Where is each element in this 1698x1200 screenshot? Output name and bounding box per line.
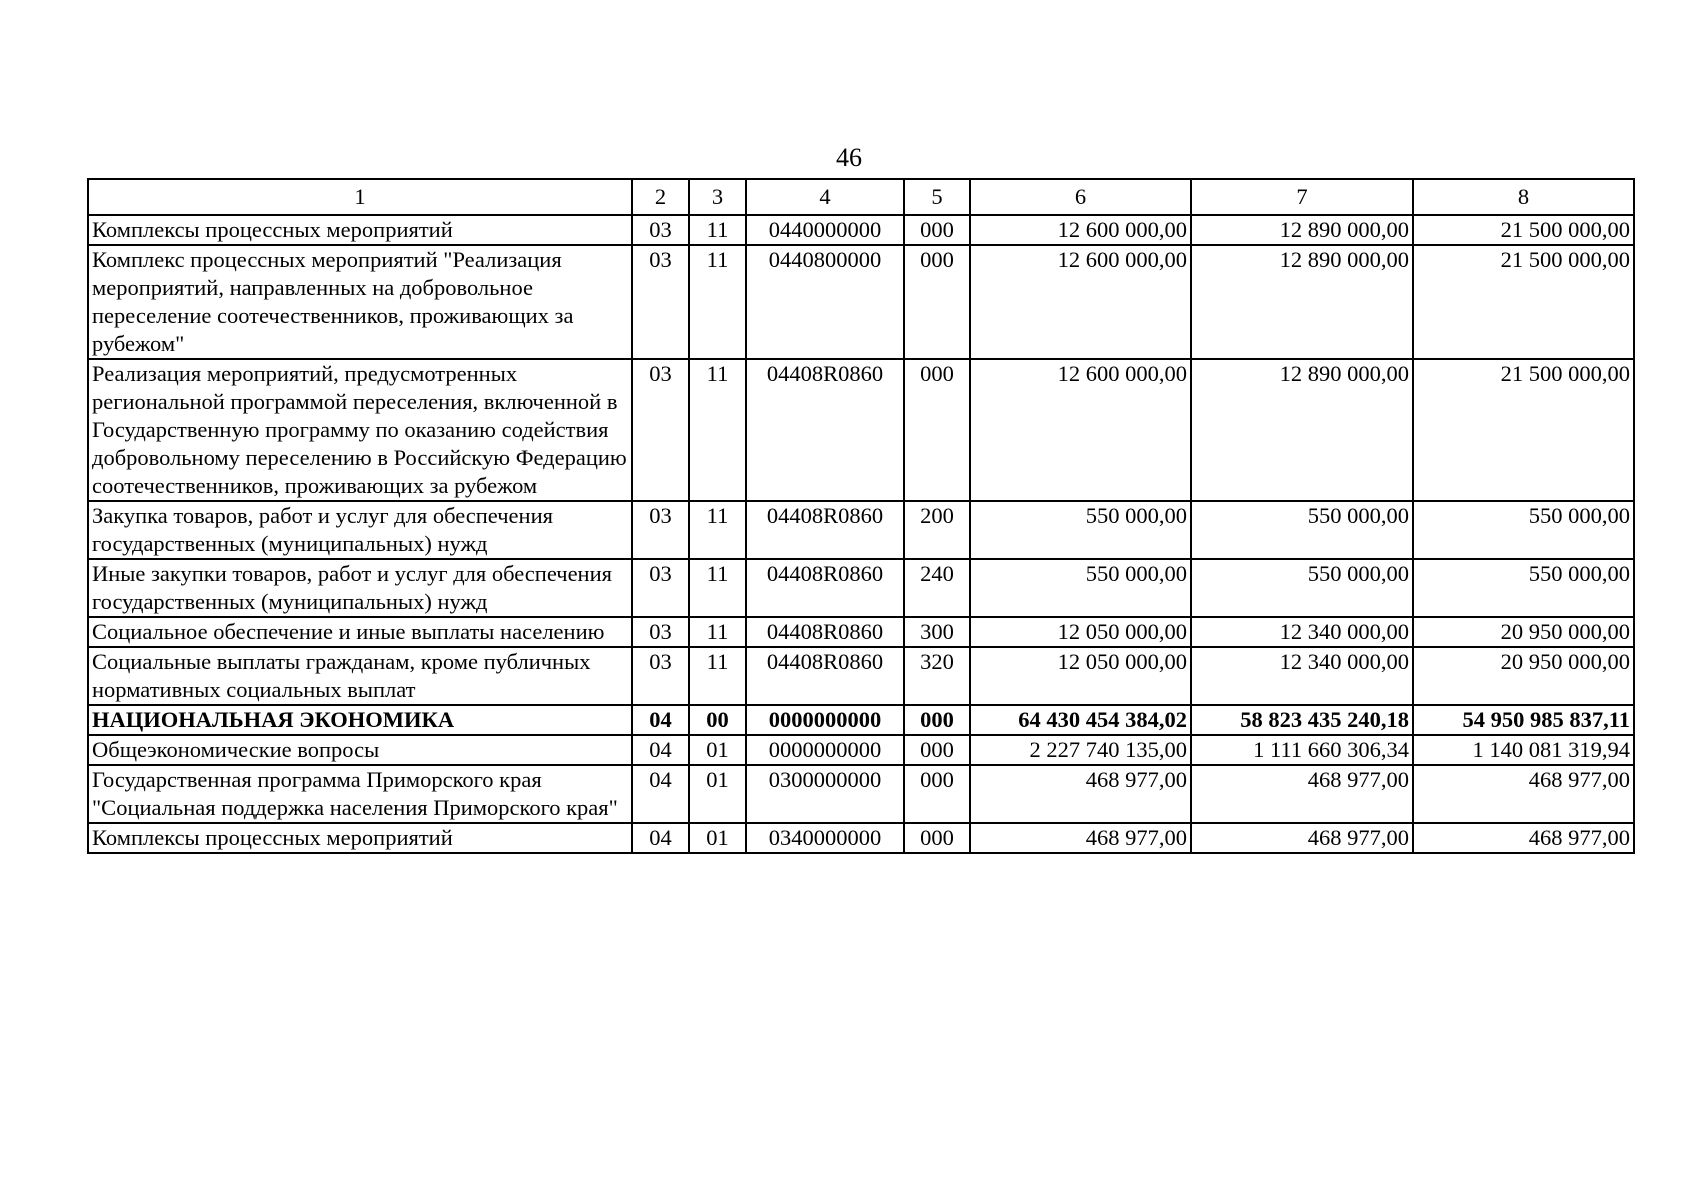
header-cell-8: 8 — [1413, 179, 1634, 215]
table-row — [88, 245, 1634, 359]
expense-type-code: 300 — [904, 617, 970, 647]
header-cell-5: 5 — [904, 179, 970, 215]
amount-col-8: 21 500 000,00 — [1413, 215, 1634, 245]
section-code: 04 — [632, 765, 689, 823]
subsection-code: 11 — [689, 245, 746, 359]
section-code: 04 — [632, 705, 689, 735]
budget-table — [87, 178, 1635, 854]
expense-type-code: 200 — [904, 501, 970, 559]
expense-type-code: 320 — [904, 647, 970, 705]
subsection-code: 01 — [689, 823, 746, 853]
table-row — [88, 823, 1634, 853]
amount-col-6: 12 050 000,00 — [970, 617, 1191, 647]
page-number: 46 — [836, 143, 862, 172]
subsection-code: 11 — [689, 617, 746, 647]
row-name: Социальные выплаты гражданам, кроме публичных нормативных социальных выплат — [88, 647, 632, 705]
amount-col-7: 468 977,00 — [1191, 765, 1413, 823]
section-code: 03 — [632, 559, 689, 617]
subsection-code: 11 — [689, 647, 746, 705]
target-article-code: 04408R0860 — [746, 501, 904, 559]
target-article-code: 0440800000 — [746, 245, 904, 359]
expense-type-code: 000 — [904, 823, 970, 853]
amount-col-6: 550 000,00 — [970, 559, 1191, 617]
table-row — [88, 501, 1634, 559]
amount-col-7: 12 340 000,00 — [1191, 647, 1413, 705]
amount-col-6: 64 430 454 384,02 — [970, 705, 1191, 735]
target-article-code: 0000000000 — [746, 705, 904, 735]
target-article-code: 0000000000 — [746, 735, 904, 765]
target-article-code: 0340000000 — [746, 823, 904, 853]
amount-col-7: 12 890 000,00 — [1191, 359, 1413, 501]
table-row — [88, 617, 1634, 647]
amount-col-8: 20 950 000,00 — [1413, 617, 1634, 647]
amount-col-8: 21 500 000,00 — [1413, 359, 1634, 501]
amount-col-8: 468 977,00 — [1413, 823, 1634, 853]
table-row — [88, 735, 1634, 765]
amount-col-7: 12 340 000,00 — [1191, 617, 1413, 647]
expense-type-code: 000 — [904, 245, 970, 359]
expense-type-code: 000 — [904, 215, 970, 245]
amount-col-6: 2 227 740 135,00 — [970, 735, 1191, 765]
amount-col-8: 1 140 081 319,94 — [1413, 735, 1634, 765]
header-cell-6: 6 — [970, 179, 1191, 215]
row-name: Государственная программа Приморского края "Социальная поддержка населения Приморского края" — [88, 765, 632, 823]
section-code: 03 — [632, 245, 689, 359]
row-name: Социальное обеспечение и иные выплаты населению — [88, 617, 632, 647]
target-article-code: 04408R0860 — [746, 617, 904, 647]
target-article-code: 0300000000 — [746, 765, 904, 823]
amount-col-8: 468 977,00 — [1413, 765, 1634, 823]
amount-col-6: 12 600 000,00 — [970, 359, 1191, 501]
table-row — [88, 647, 1634, 705]
row-name: Общеэкономические вопросы — [88, 735, 632, 765]
section-code: 04 — [632, 735, 689, 765]
amount-col-6: 468 977,00 — [970, 765, 1191, 823]
row-name: Комплекс процессных мероприятий "Реализация мероприятий, направленных на добровольное переселение соотечественников, проживающих за рубежом" — [88, 245, 632, 359]
amount-col-6: 12 600 000,00 — [970, 245, 1191, 359]
row-name: Реализация мероприятий, предусмотренных региональной программой переселения, включенной в Государственную программу по оказанию содействия добровольному переселению в Российскую Федерацию соотечественников, проживающих за рубежом — [88, 359, 632, 501]
header-cell-2: 2 — [632, 179, 689, 215]
amount-col-8: 550 000,00 — [1413, 501, 1634, 559]
header-cell-4: 4 — [746, 179, 904, 215]
section-code: 03 — [632, 215, 689, 245]
table-row-section-total — [88, 705, 1634, 735]
target-article-code: 04408R0860 — [746, 559, 904, 617]
section-code: 03 — [632, 359, 689, 501]
amount-col-6: 12 600 000,00 — [970, 215, 1191, 245]
amount-col-7: 468 977,00 — [1191, 823, 1413, 853]
table-header-row — [88, 179, 1634, 215]
expense-type-code: 000 — [904, 705, 970, 735]
amount-col-7: 58 823 435 240,18 — [1191, 705, 1413, 735]
header-cell-3: 3 — [689, 179, 746, 215]
subsection-code: 11 — [689, 215, 746, 245]
row-name: НАЦИОНАЛЬНАЯ ЭКОНОМИКА — [88, 705, 632, 735]
section-code: 03 — [632, 501, 689, 559]
subsection-code: 11 — [689, 501, 746, 559]
amount-col-7: 12 890 000,00 — [1191, 215, 1413, 245]
table-row — [88, 559, 1634, 617]
table-row — [88, 215, 1634, 245]
row-name: Комплексы процессных мероприятий — [88, 823, 632, 853]
expense-type-code: 240 — [904, 559, 970, 617]
header-cell-1: 1 — [88, 179, 632, 215]
amount-col-6: 12 050 000,00 — [970, 647, 1191, 705]
amount-col-8: 21 500 000,00 — [1413, 245, 1634, 359]
header-cell-7: 7 — [1191, 179, 1413, 215]
section-code: 03 — [632, 617, 689, 647]
section-code: 03 — [632, 647, 689, 705]
subsection-code: 11 — [689, 359, 746, 501]
amount-col-6: 550 000,00 — [970, 501, 1191, 559]
amount-col-7: 550 000,00 — [1191, 501, 1413, 559]
target-article-code: 0440000000 — [746, 215, 904, 245]
table-row — [88, 359, 1634, 501]
expense-type-code: 000 — [904, 735, 970, 765]
amount-col-8: 54 950 985 837,11 — [1413, 705, 1634, 735]
row-name: Комплексы процессных мероприятий — [88, 215, 632, 245]
amount-col-7: 550 000,00 — [1191, 559, 1413, 617]
subsection-code: 01 — [689, 765, 746, 823]
expense-type-code: 000 — [904, 765, 970, 823]
subsection-code: 00 — [689, 705, 746, 735]
target-article-code: 04408R0860 — [746, 359, 904, 501]
expense-type-code: 000 — [904, 359, 970, 501]
subsection-code: 01 — [689, 735, 746, 765]
amount-col-7: 12 890 000,00 — [1191, 245, 1413, 359]
subsection-code: 11 — [689, 559, 746, 617]
row-name: Иные закупки товаров, работ и услуг для обеспечения государственных (муниципальных) нужд — [88, 559, 632, 617]
section-code: 04 — [632, 823, 689, 853]
amount-col-7: 1 111 660 306,34 — [1191, 735, 1413, 765]
row-name: Закупка товаров, работ и услуг для обеспечения государственных (муниципальных) нужд — [88, 501, 632, 559]
table-row — [88, 765, 1634, 823]
target-article-code: 04408R0860 — [746, 647, 904, 705]
amount-col-8: 550 000,00 — [1413, 559, 1634, 617]
amount-col-6: 468 977,00 — [970, 823, 1191, 853]
amount-col-8: 20 950 000,00 — [1413, 647, 1634, 705]
